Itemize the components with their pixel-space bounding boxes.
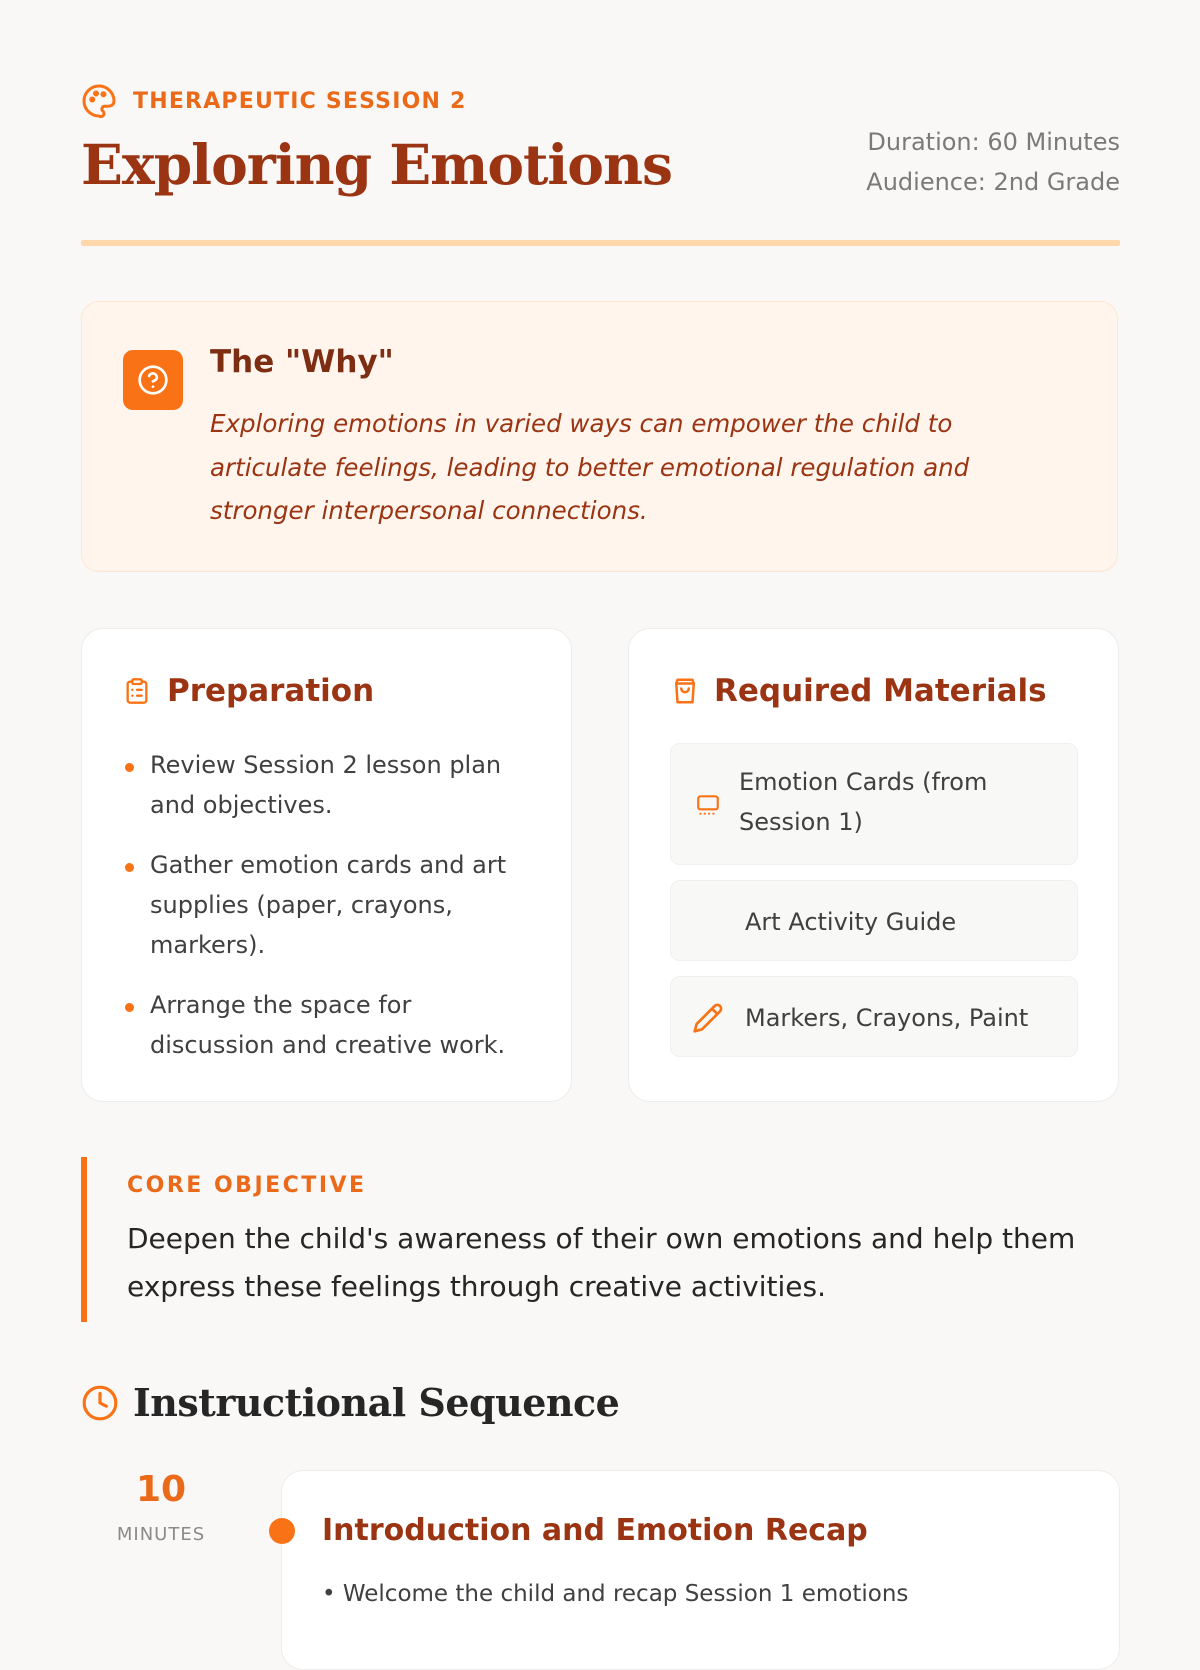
preparation-header	[123, 673, 374, 709]
sequence-header	[81, 1380, 619, 1425]
list-item: Gather emotion cards and art supplies (paper, crayons, markers).	[123, 845, 543, 965]
session-meta	[866, 122, 1120, 202]
material-item-markers	[670, 976, 1078, 1057]
core-objective-text: Deepen the child's awareness of their own emotions and help them express these feelings through creative activities.	[127, 1222, 1076, 1303]
preparation-title: Preparation	[167, 673, 375, 709]
clipboard-icon	[123, 674, 153, 708]
shopping-bag-icon	[670, 674, 700, 708]
step-bullet: • Welcome the child and recap Session 1 emotions	[322, 1581, 909, 1607]
materials-title: Required Materials	[714, 673, 1047, 709]
material-item-art-guide	[670, 880, 1078, 961]
duration-number: 10	[135, 1469, 187, 1510]
core-objective-label: CORE OBJECTIVE	[127, 1173, 367, 1198]
sequence-title: Instructional Sequence	[133, 1380, 620, 1425]
why-callout	[81, 301, 1118, 572]
sequence-step-card	[281, 1470, 1120, 1670]
pencil-icon	[691, 1001, 725, 1035]
audience-text: Audience: 2nd Grade	[866, 168, 1120, 196]
step-duration	[99, 1470, 223, 1545]
why-title: The "Why"	[210, 344, 394, 380]
preparation-list	[123, 745, 543, 1085]
materials-header	[670, 673, 1047, 709]
step-title: Introduction and Emotion Recap	[322, 1513, 868, 1548]
material-label: Art Activity Guide	[745, 908, 957, 936]
preparation-card	[81, 628, 572, 1102]
material-label: Emotion Cards (from Session 1)	[739, 768, 988, 836]
material-label: Markers, Crayons, Paint	[745, 1004, 1029, 1032]
header-divider	[81, 240, 1120, 246]
palette-icon	[81, 82, 119, 120]
clock-icon	[81, 1384, 119, 1422]
materials-card	[628, 628, 1119, 1102]
session-eyebrow	[81, 82, 466, 120]
cards-icon	[691, 788, 725, 822]
duration-unit: MINUTES	[116, 1524, 206, 1545]
session-label: THERAPEUTIC SESSION 2	[133, 88, 467, 114]
material-item-emotion-cards	[670, 743, 1078, 865]
why-body: Exploring emotions in varied ways can empower the child to articulate feelings, leading to better emotional regulation and stronger interpersonal connections.	[210, 409, 970, 525]
question-icon	[123, 350, 183, 410]
list-item: Arrange the space for discussion and creative work.	[123, 985, 543, 1065]
duration-text: Duration: 60 Minutes	[867, 128, 1120, 156]
timeline-dot	[269, 1518, 295, 1544]
core-objective	[81, 1157, 1126, 1322]
page-title: Exploring Emotions	[81, 132, 672, 197]
list-item: Review Session 2 lesson plan and objectives.	[123, 745, 543, 825]
